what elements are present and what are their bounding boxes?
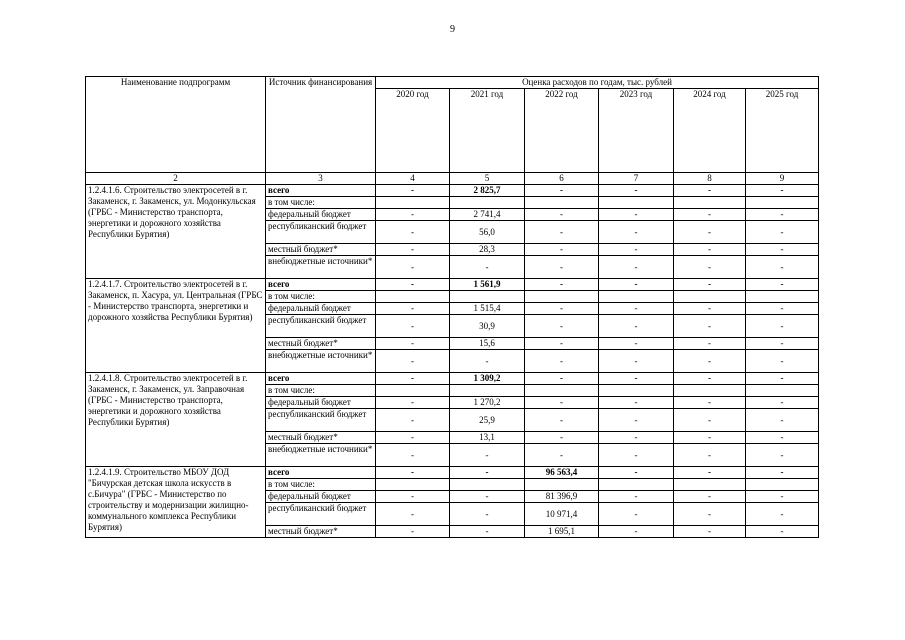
funding-source: в том числе: bbox=[266, 291, 376, 303]
funding-source: республиканский бюджет bbox=[266, 221, 376, 244]
value-cell: - bbox=[376, 467, 450, 479]
value-cell: - bbox=[746, 526, 819, 538]
funding-source: в том числе: bbox=[266, 197, 376, 209]
value-cell: - bbox=[674, 409, 746, 432]
funding-source: местный бюджет* bbox=[266, 338, 376, 350]
value-cell: - bbox=[525, 397, 599, 409]
value-cell: - bbox=[450, 256, 525, 279]
value-cell bbox=[376, 479, 450, 491]
value-cell: - bbox=[376, 315, 450, 338]
budget-table bbox=[85, 76, 819, 538]
value-cell bbox=[599, 197, 674, 209]
table-row bbox=[86, 373, 819, 385]
value-cell: - bbox=[376, 503, 450, 526]
value-cell: 1 270,2 bbox=[450, 397, 525, 409]
value-cell: - bbox=[674, 279, 746, 291]
value-cell: 2 741,4 bbox=[450, 209, 525, 221]
value-cell: - bbox=[599, 350, 674, 373]
value-cell: - bbox=[674, 397, 746, 409]
value-cell bbox=[746, 197, 819, 209]
value-cell: - bbox=[599, 491, 674, 503]
value-cell: - bbox=[674, 350, 746, 373]
value-cell: - bbox=[599, 503, 674, 526]
value-cell: - bbox=[376, 279, 450, 291]
value-cell: - bbox=[376, 256, 450, 279]
value-cell: - bbox=[746, 491, 819, 503]
value-cell bbox=[525, 291, 599, 303]
value-cell: - bbox=[674, 221, 746, 244]
column-number-row bbox=[86, 173, 819, 185]
value-cell: - bbox=[674, 185, 746, 197]
value-cell: - bbox=[746, 315, 819, 338]
value-cell: - bbox=[746, 432, 819, 444]
funding-source: всего bbox=[266, 185, 376, 197]
year-header: 2022 год bbox=[525, 89, 599, 173]
value-cell: - bbox=[376, 397, 450, 409]
funding-source: федеральный бюджет bbox=[266, 397, 376, 409]
value-cell: - bbox=[746, 279, 819, 291]
value-cell bbox=[674, 385, 746, 397]
subprogram-name: 1.2.4.1.7. Строительство электросетей в г. Закаменск, п. Хасура, ул. Центральная (ГРБС - Министерство транспорта, энергетики и дорожного хозяйства Республики Бурятия) bbox=[86, 279, 266, 373]
funding-source: местный бюджет* bbox=[266, 432, 376, 444]
value-cell: - bbox=[376, 221, 450, 244]
value-cell bbox=[376, 385, 450, 397]
header-name: Наименование подпрограмм bbox=[86, 77, 266, 173]
value-cell: - bbox=[746, 209, 819, 221]
value-cell: - bbox=[525, 338, 599, 350]
value-cell: - bbox=[525, 256, 599, 279]
column-number: 2 bbox=[86, 173, 266, 185]
value-cell: - bbox=[746, 244, 819, 256]
column-number: 8 bbox=[674, 173, 746, 185]
value-cell bbox=[746, 385, 819, 397]
value-cell: - bbox=[674, 373, 746, 385]
value-cell: - bbox=[525, 350, 599, 373]
value-cell: - bbox=[450, 467, 525, 479]
value-cell: 30,9 bbox=[450, 315, 525, 338]
page-number: 9 bbox=[450, 24, 455, 35]
subprogram-name: 1.2.4.1.8. Строительство электросетей в г. Закаменск, г. Закаменск, ул. Заправочная (ГРБС - Министерство транспорта, энергетики и дорожного хозяйства Республики Бурятия) bbox=[86, 373, 266, 467]
funding-source: внебюджетные источники* bbox=[266, 350, 376, 373]
value-cell: 1 309,2 bbox=[450, 373, 525, 385]
value-cell: - bbox=[376, 244, 450, 256]
value-cell: 25,9 bbox=[450, 409, 525, 432]
value-cell bbox=[674, 479, 746, 491]
value-cell: - bbox=[674, 467, 746, 479]
value-cell bbox=[525, 385, 599, 397]
column-number: 4 bbox=[376, 173, 450, 185]
value-cell: - bbox=[525, 432, 599, 444]
funding-source: внебюджетные источники* bbox=[266, 444, 376, 467]
value-cell: - bbox=[599, 397, 674, 409]
value-cell bbox=[525, 197, 599, 209]
value-cell: - bbox=[674, 444, 746, 467]
value-cell: - bbox=[674, 244, 746, 256]
table-row bbox=[86, 279, 819, 291]
value-cell bbox=[599, 479, 674, 491]
value-cell: - bbox=[746, 350, 819, 373]
funding-source: федеральный бюджет bbox=[266, 209, 376, 221]
column-number: 9 bbox=[746, 173, 819, 185]
value-cell bbox=[599, 291, 674, 303]
value-cell: - bbox=[525, 244, 599, 256]
value-cell bbox=[746, 291, 819, 303]
column-number: 7 bbox=[599, 173, 674, 185]
value-cell: - bbox=[599, 244, 674, 256]
value-cell: - bbox=[599, 373, 674, 385]
value-cell: - bbox=[674, 526, 746, 538]
value-cell: - bbox=[376, 350, 450, 373]
value-cell bbox=[746, 479, 819, 491]
value-cell: - bbox=[746, 467, 819, 479]
value-cell bbox=[376, 197, 450, 209]
value-cell: - bbox=[746, 338, 819, 350]
value-cell: - bbox=[674, 256, 746, 279]
value-cell: - bbox=[674, 432, 746, 444]
value-cell: 96 563,4 bbox=[525, 467, 599, 479]
value-cell: - bbox=[450, 526, 525, 538]
value-cell: - bbox=[599, 467, 674, 479]
value-cell: - bbox=[746, 397, 819, 409]
funding-source: республиканский бюджет bbox=[266, 503, 376, 526]
value-cell: - bbox=[599, 526, 674, 538]
value-cell: - bbox=[376, 209, 450, 221]
value-cell: - bbox=[599, 338, 674, 350]
value-cell: - bbox=[599, 221, 674, 244]
value-cell: - bbox=[525, 279, 599, 291]
value-cell: - bbox=[599, 444, 674, 467]
header-estimate: Оценка расходов по годам, тыс. рублей bbox=[376, 77, 819, 89]
value-cell bbox=[599, 385, 674, 397]
value-cell: - bbox=[376, 526, 450, 538]
column-number: 5 bbox=[450, 173, 525, 185]
value-cell: - bbox=[746, 256, 819, 279]
subprogram-name: 1.2.4.1.6. Строительство электросетей в г. Закаменск, г. Закаменск, ул. Модонкульская (ГРБС - Министерство транспорта, энергетики и дорожного хозяйства Республики Бурятия) bbox=[86, 185, 266, 279]
value-cell: 13,1 bbox=[450, 432, 525, 444]
value-cell: 1 515,4 bbox=[450, 303, 525, 315]
funding-source: местный бюджет* bbox=[266, 244, 376, 256]
value-cell: - bbox=[599, 315, 674, 338]
value-cell: - bbox=[525, 409, 599, 432]
value-cell bbox=[450, 197, 525, 209]
value-cell: - bbox=[376, 491, 450, 503]
value-cell bbox=[450, 479, 525, 491]
funding-source: федеральный бюджет bbox=[266, 491, 376, 503]
value-cell bbox=[674, 291, 746, 303]
value-cell: - bbox=[450, 491, 525, 503]
funding-source: местный бюджет* bbox=[266, 526, 376, 538]
value-cell: 15,6 bbox=[450, 338, 525, 350]
header-source: Источник финансирования bbox=[266, 77, 376, 173]
value-cell: - bbox=[376, 303, 450, 315]
funding-source: всего bbox=[266, 279, 376, 291]
value-cell: - bbox=[599, 409, 674, 432]
funding-source: в том числе: bbox=[266, 479, 376, 491]
value-cell: - bbox=[599, 279, 674, 291]
value-cell: 10 971,4 bbox=[525, 503, 599, 526]
table-row bbox=[86, 467, 819, 479]
column-number: 6 bbox=[525, 173, 599, 185]
year-header: 2024 год bbox=[674, 89, 746, 173]
value-cell: - bbox=[746, 373, 819, 385]
value-cell: - bbox=[599, 185, 674, 197]
subprogram-name: 1.2.4.1.9. Строительство МБОУ ДОД "Бичурская детская школа искусств в с.Бичура" (ГРБС - Министерство по строительству и модернизации жилищно-коммунального комплекса Республики Бурятия) bbox=[86, 467, 266, 538]
value-cell: - bbox=[525, 209, 599, 221]
year-header: 2025 год bbox=[746, 89, 819, 173]
table-body bbox=[86, 77, 819, 538]
value-cell bbox=[450, 385, 525, 397]
value-cell: - bbox=[525, 303, 599, 315]
value-cell: - bbox=[376, 373, 450, 385]
value-cell: - bbox=[525, 444, 599, 467]
value-cell bbox=[376, 291, 450, 303]
value-cell: 28,3 bbox=[450, 244, 525, 256]
value-cell: - bbox=[450, 350, 525, 373]
value-cell: - bbox=[599, 209, 674, 221]
value-cell: - bbox=[599, 256, 674, 279]
value-cell: - bbox=[674, 209, 746, 221]
value-cell: 2 825,7 bbox=[450, 185, 525, 197]
funding-source: внебюджетные источники* bbox=[266, 256, 376, 279]
value-cell: - bbox=[746, 409, 819, 432]
value-cell: - bbox=[674, 491, 746, 503]
value-cell: 56,0 bbox=[450, 221, 525, 244]
value-cell: - bbox=[376, 432, 450, 444]
table-row bbox=[86, 185, 819, 197]
funding-source: федеральный бюджет bbox=[266, 303, 376, 315]
funding-source: всего bbox=[266, 373, 376, 385]
year-header: 2023 год bbox=[599, 89, 674, 173]
value-cell: - bbox=[376, 444, 450, 467]
funding-source: республиканский бюджет bbox=[266, 315, 376, 338]
value-cell bbox=[525, 479, 599, 491]
value-cell: - bbox=[376, 338, 450, 350]
funding-source: всего bbox=[266, 467, 376, 479]
value-cell: 1 695,1 bbox=[525, 526, 599, 538]
value-cell: - bbox=[746, 185, 819, 197]
value-cell: - bbox=[450, 503, 525, 526]
value-cell bbox=[674, 197, 746, 209]
value-cell: - bbox=[599, 303, 674, 315]
value-cell: - bbox=[525, 315, 599, 338]
value-cell bbox=[450, 291, 525, 303]
year-header: 2020 год bbox=[376, 89, 450, 173]
value-cell: - bbox=[376, 409, 450, 432]
column-number: 3 bbox=[266, 173, 376, 185]
funding-source: в том числе: bbox=[266, 385, 376, 397]
value-cell: - bbox=[746, 221, 819, 244]
value-cell: - bbox=[599, 432, 674, 444]
value-cell: - bbox=[674, 503, 746, 526]
funding-source: республиканский бюджет bbox=[266, 409, 376, 432]
value-cell: - bbox=[746, 444, 819, 467]
value-cell: 81 396,9 bbox=[525, 491, 599, 503]
value-cell: - bbox=[525, 221, 599, 244]
year-header: 2021 год bbox=[450, 89, 525, 173]
value-cell: - bbox=[525, 185, 599, 197]
value-cell: - bbox=[674, 315, 746, 338]
value-cell: 1 561,9 bbox=[450, 279, 525, 291]
value-cell: - bbox=[746, 303, 819, 315]
value-cell: - bbox=[450, 444, 525, 467]
value-cell: - bbox=[746, 503, 819, 526]
value-cell: - bbox=[674, 338, 746, 350]
value-cell: - bbox=[674, 303, 746, 315]
value-cell: - bbox=[525, 373, 599, 385]
value-cell: - bbox=[376, 185, 450, 197]
